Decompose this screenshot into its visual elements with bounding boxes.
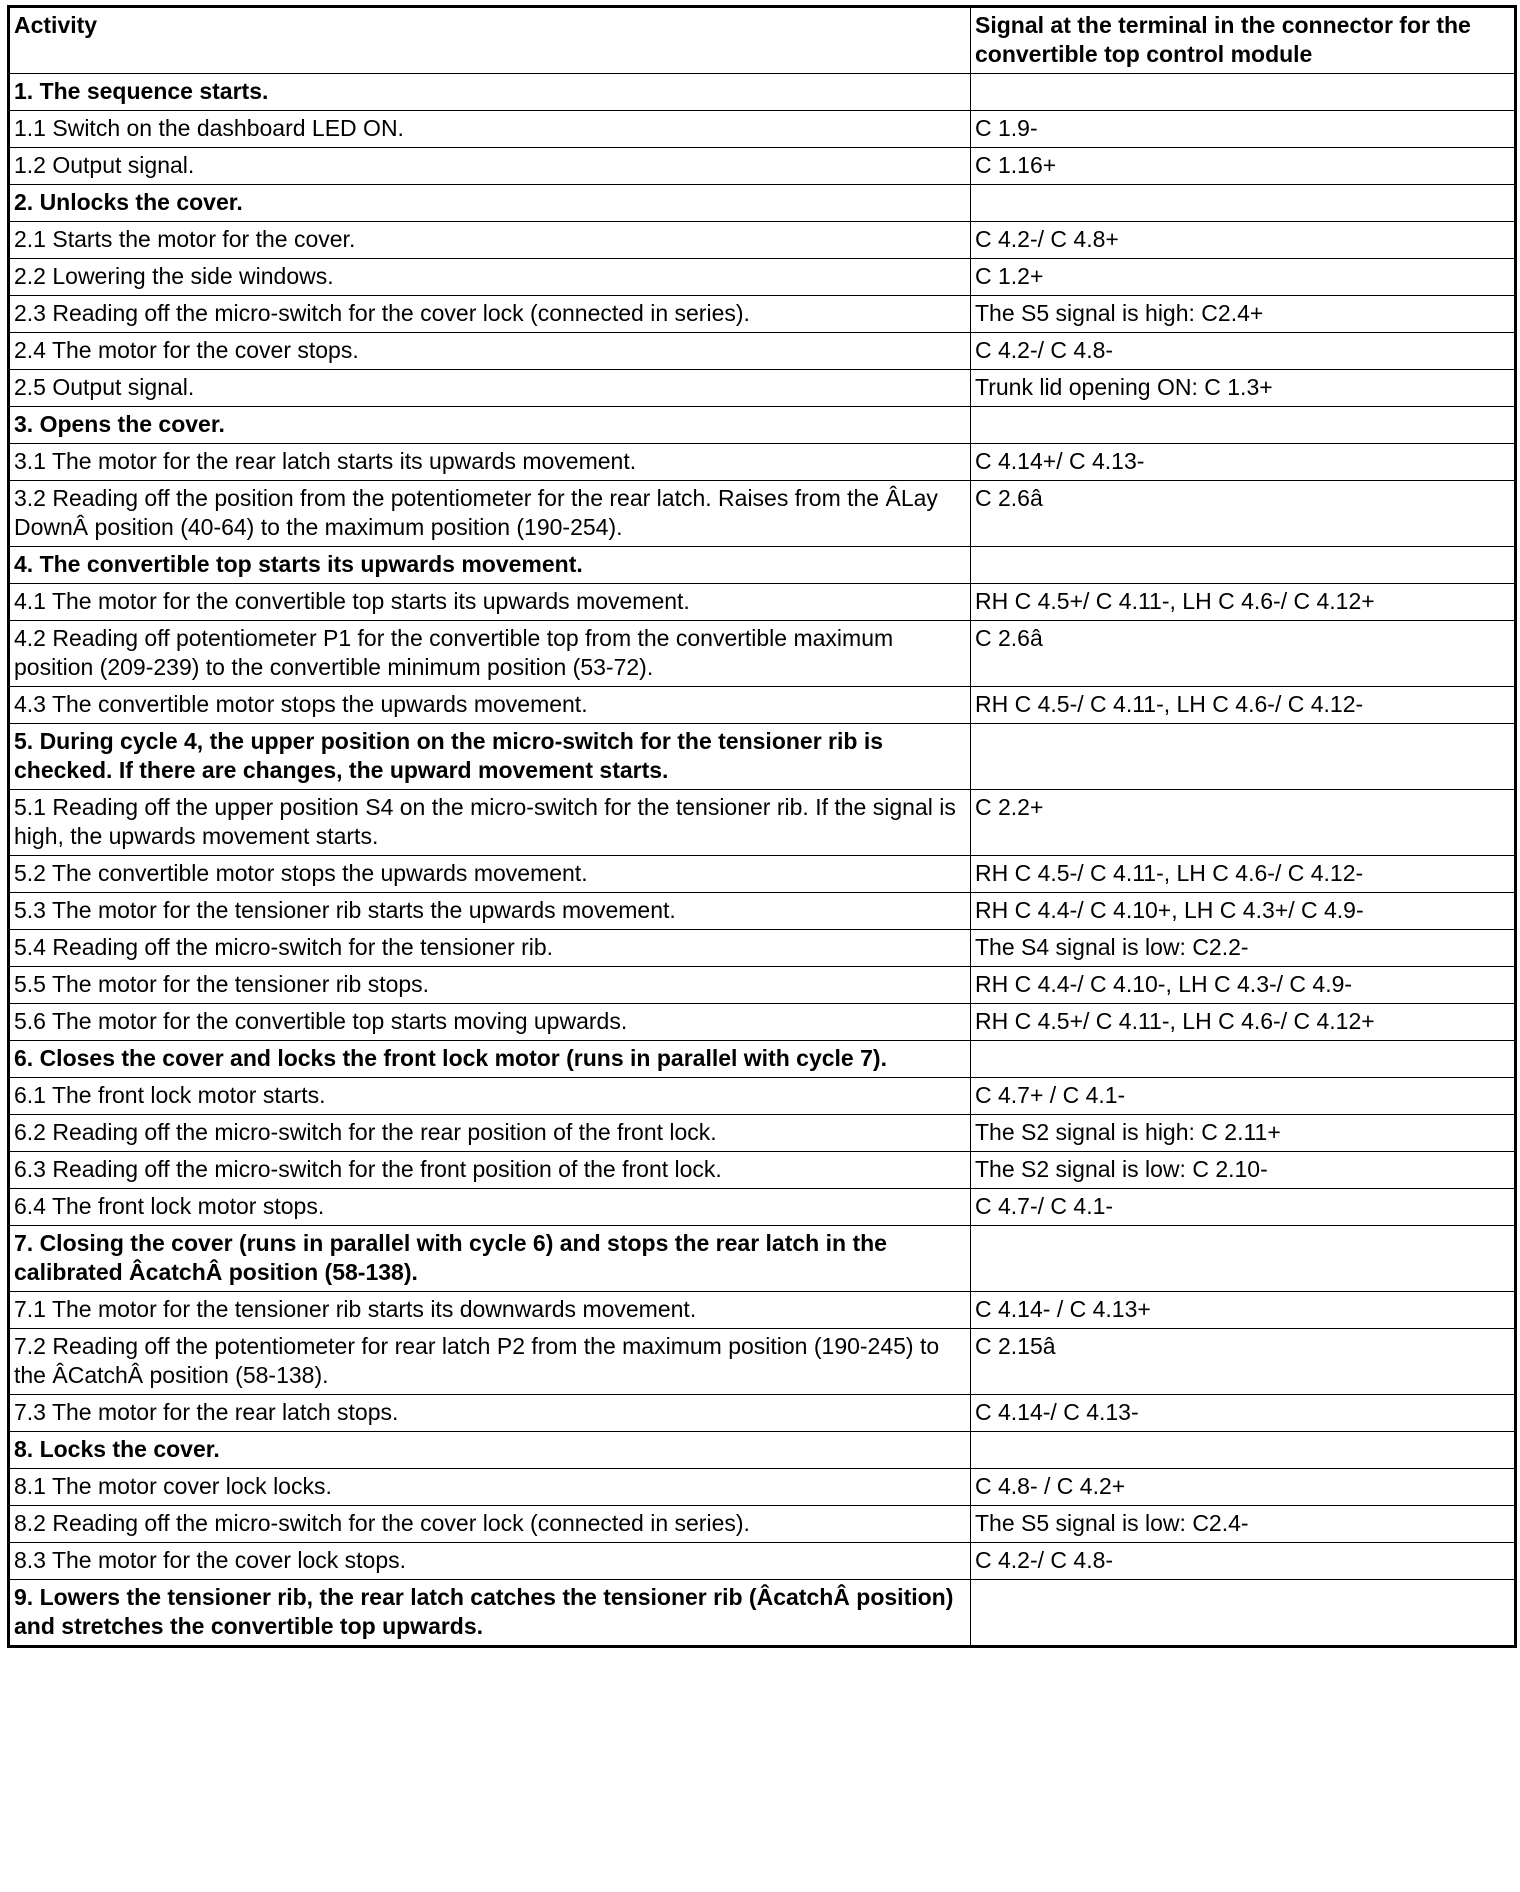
activity-cell: 2.1 Starts the motor for the cover. <box>9 222 971 259</box>
activity-cell: 5.2 The convertible motor stops the upwards movement. <box>9 856 971 893</box>
activity-cell: 8.1 The motor cover lock locks. <box>9 1469 971 1506</box>
activity-cell: 5.3 The motor for the tensioner rib starts the upwards movement. <box>9 893 971 930</box>
step-row <box>9 1580 1516 1647</box>
signal-cell <box>971 407 1516 444</box>
signal-cell: C 1.2+ <box>971 259 1516 296</box>
activity-cell: 2.3 Reading off the micro-switch for the cover lock (connected in series). <box>9 296 971 333</box>
activity-cell: 6.4 The front lock motor stops. <box>9 1189 971 1226</box>
signal-column-header: Signal at the terminal in the connector for the convertible top control module <box>971 7 1516 74</box>
activity-cell: 4. The convertible top starts its upwards movement. <box>9 547 971 584</box>
activity-cell: 5.4 Reading off the micro-switch for the tensioner rib. <box>9 930 971 967</box>
signal-cell <box>971 74 1516 111</box>
step-row <box>9 1226 1516 1292</box>
signal-cell: C 4.14+/ C 4.13- <box>971 444 1516 481</box>
activity-cell: 5. During cycle 4, the upper position on the micro-switch for the tensioner rib is checked. If there are changes, the upward movement starts. <box>9 724 971 790</box>
table-row <box>9 296 1516 333</box>
activity-cell: 6.3 Reading off the micro-switch for the front position of the front lock. <box>9 1152 971 1189</box>
signal-cell: C 2.15â <box>971 1329 1516 1395</box>
activity-cell: 1.2 Output signal. <box>9 148 971 185</box>
activity-cell: 7. Closing the cover (runs in parallel with cycle 6) and stops the rear latch in the calibrated ÂcatchÂ position (58-138). <box>9 1226 971 1292</box>
signal-cell: RH C 4.5+/ C 4.11-, LH C 4.6-/ C 4.12+ <box>971 1004 1516 1041</box>
signal-cell: The S4 signal is low: C2.2- <box>971 930 1516 967</box>
signal-cell <box>971 724 1516 790</box>
table-row <box>9 1152 1516 1189</box>
table-row <box>9 1078 1516 1115</box>
signal-cell: The S5 signal is low: C2.4- <box>971 1506 1516 1543</box>
signal-cell: C 4.14- / C 4.13+ <box>971 1292 1516 1329</box>
activity-cell: 4.3 The convertible motor stops the upwards movement. <box>9 687 971 724</box>
table-row <box>9 584 1516 621</box>
signal-cell: C 4.2-/ C 4.8- <box>971 1543 1516 1580</box>
activity-cell: 5.5 The motor for the tensioner rib stops. <box>9 967 971 1004</box>
step-row <box>9 724 1516 790</box>
table-row <box>9 370 1516 407</box>
table-row <box>9 967 1516 1004</box>
table-row <box>9 1115 1516 1152</box>
activity-cell: 2.4 The motor for the cover stops. <box>9 333 971 370</box>
activity-cell: 6.2 Reading off the micro-switch for the rear position of the front lock. <box>9 1115 971 1152</box>
table-row <box>9 1329 1516 1395</box>
step-row <box>9 1041 1516 1078</box>
table-row <box>9 1469 1516 1506</box>
signal-cell: The S5 signal is high: C2.4+ <box>971 296 1516 333</box>
activity-cell: 2. Unlocks the cover. <box>9 185 971 222</box>
signal-cell: C 2.6â <box>971 481 1516 547</box>
signal-cell: C 4.14-/ C 4.13- <box>971 1395 1516 1432</box>
signal-cell <box>971 1226 1516 1292</box>
signal-cell <box>971 185 1516 222</box>
activity-cell: 1.1 Switch on the dashboard LED ON. <box>9 111 971 148</box>
signal-cell: RH C 4.5-/ C 4.11-, LH C 4.6-/ C 4.12- <box>971 687 1516 724</box>
signal-cell: C 1.16+ <box>971 148 1516 185</box>
table-header-row <box>9 7 1516 74</box>
table-row <box>9 856 1516 893</box>
activity-cell: 6. Closes the cover and locks the front lock motor (runs in parallel with cycle 7). <box>9 1041 971 1078</box>
activity-cell: 1. The sequence starts. <box>9 74 971 111</box>
activity-cell: 3.1 The motor for the rear latch starts its upwards movement. <box>9 444 971 481</box>
signal-cell: The S2 signal is high: C 2.11+ <box>971 1115 1516 1152</box>
activity-cell: 2.5 Output signal. <box>9 370 971 407</box>
table-row <box>9 148 1516 185</box>
step-row <box>9 407 1516 444</box>
activity-cell: 9. Lowers the tensioner rib, the rear latch catches the tensioner rib (ÂcatchÂ position) and stretches the convertible top upwards. <box>9 1580 971 1647</box>
activity-cell: 7.1 The motor for the tensioner rib starts its downwards movement. <box>9 1292 971 1329</box>
signal-cell: RH C 4.5-/ C 4.11-, LH C 4.6-/ C 4.12- <box>971 856 1516 893</box>
table-row <box>9 790 1516 856</box>
step-row <box>9 1432 1516 1469</box>
activity-cell: 4.2 Reading off potentiometer P1 for the convertible top from the convertible maximum position (209-239) to the convertible minimum position (53-72). <box>9 621 971 687</box>
activity-cell: 3. Opens the cover. <box>9 407 971 444</box>
signal-cell <box>971 1041 1516 1078</box>
table-row <box>9 444 1516 481</box>
table-row <box>9 259 1516 296</box>
signal-cell: Trunk lid opening ON: C 1.3+ <box>971 370 1516 407</box>
table-row <box>9 1004 1516 1041</box>
table-row <box>9 333 1516 370</box>
signal-cell: C 2.2+ <box>971 790 1516 856</box>
activity-cell: 5.1 Reading off the upper position S4 on the micro-switch for the tensioner rib. If the signal is high, the upwards movement starts. <box>9 790 971 856</box>
activity-cell: 7.3 The motor for the rear latch stops. <box>9 1395 971 1432</box>
table-row <box>9 1506 1516 1543</box>
step-row <box>9 185 1516 222</box>
signal-cell: The S2 signal is low: C 2.10- <box>971 1152 1516 1189</box>
table-row <box>9 1543 1516 1580</box>
signal-cell: C 2.6â <box>971 621 1516 687</box>
signal-cell: RH C 4.4-/ C 4.10-, LH C 4.3-/ C 4.9- <box>971 967 1516 1004</box>
signal-cell <box>971 547 1516 584</box>
activity-cell: 8. Locks the cover. <box>9 1432 971 1469</box>
activity-cell: 2.2 Lowering the side windows. <box>9 259 971 296</box>
signal-cell: RH C 4.4-/ C 4.10+, LH C 4.3+/ C 4.9- <box>971 893 1516 930</box>
activity-cell: 7.2 Reading off the potentiometer for rear latch P2 from the maximum position (190-245) to the ÂCatchÂ position (58-138). <box>9 1329 971 1395</box>
activity-cell: 5.6 The motor for the convertible top starts moving upwards. <box>9 1004 971 1041</box>
signal-cell <box>971 1580 1516 1647</box>
table-row <box>9 481 1516 547</box>
signal-table <box>7 5 1517 1648</box>
signal-cell <box>971 1432 1516 1469</box>
table-row <box>9 222 1516 259</box>
activity-cell: 6.1 The front lock motor starts. <box>9 1078 971 1115</box>
step-row <box>9 74 1516 111</box>
signal-cell: C 1.9- <box>971 111 1516 148</box>
signal-cell: C 4.7-/ C 4.1- <box>971 1189 1516 1226</box>
activity-cell: 8.2 Reading off the micro-switch for the cover lock (connected in series). <box>9 1506 971 1543</box>
activity-cell: 8.3 The motor for the cover lock stops. <box>9 1543 971 1580</box>
table-body <box>9 74 1516 1647</box>
activity-cell: 3.2 Reading off the position from the potentiometer for the rear latch. Raises from the ÂLay DownÂ position (40-64) to the maximum position (190-254). <box>9 481 971 547</box>
signal-cell: C 4.7+ / C 4.1- <box>971 1078 1516 1115</box>
table-row <box>9 1292 1516 1329</box>
step-row <box>9 547 1516 584</box>
table-row <box>9 893 1516 930</box>
table-row <box>9 687 1516 724</box>
table-row <box>9 621 1516 687</box>
table-row <box>9 1395 1516 1432</box>
activity-column-header: Activity <box>9 7 971 74</box>
signal-cell: C 4.8- / C 4.2+ <box>971 1469 1516 1506</box>
table-row <box>9 1189 1516 1226</box>
table-row <box>9 930 1516 967</box>
signal-cell: RH C 4.5+/ C 4.11-, LH C 4.6-/ C 4.12+ <box>971 584 1516 621</box>
signal-cell: C 4.2-/ C 4.8- <box>971 333 1516 370</box>
signal-cell: C 4.2-/ C 4.8+ <box>971 222 1516 259</box>
table-row <box>9 111 1516 148</box>
activity-cell: 4.1 The motor for the convertible top starts its upwards movement. <box>9 584 971 621</box>
